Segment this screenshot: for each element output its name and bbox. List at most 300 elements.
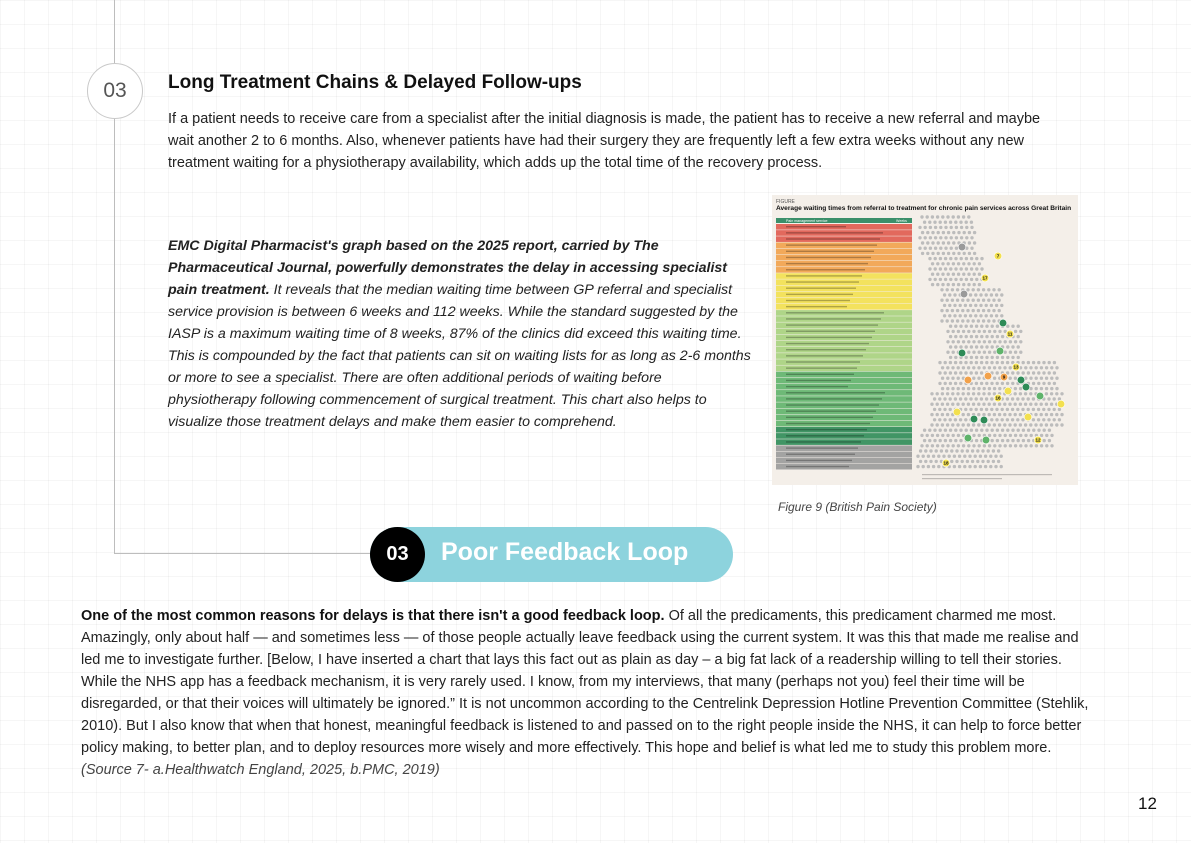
map-dot	[977, 377, 980, 380]
map-marker	[996, 347, 1004, 355]
map-dot	[967, 423, 970, 426]
map-dot	[981, 449, 984, 452]
map-marker	[1036, 392, 1044, 400]
map-dot	[967, 351, 970, 354]
map-dot	[952, 434, 955, 437]
table-row-text-line	[786, 263, 868, 264]
map-dot	[1017, 356, 1020, 359]
map-dot	[1021, 408, 1024, 411]
map-dot	[1040, 403, 1043, 406]
map-marker-label: 13	[1013, 364, 1019, 370]
map-dot	[936, 215, 939, 218]
map-dot	[949, 257, 952, 260]
map-dot	[1011, 345, 1014, 348]
map-dot	[965, 278, 968, 281]
map-dot	[957, 283, 960, 286]
map-dot	[961, 299, 964, 302]
map-dot	[993, 423, 996, 426]
map-dot	[979, 304, 982, 307]
map-dot	[916, 465, 919, 468]
map-dot	[949, 325, 952, 328]
map-dot	[975, 429, 978, 432]
map-dot	[964, 304, 967, 307]
map-dot	[982, 403, 985, 406]
map-dot	[988, 413, 991, 416]
table-header-service: Pain management service	[786, 219, 828, 223]
map-dot	[972, 366, 975, 369]
map-dot	[941, 387, 944, 390]
map-dot	[946, 319, 949, 322]
map-dot	[966, 309, 969, 312]
map-dot	[938, 382, 941, 385]
gb-map-dot-grid	[916, 215, 1063, 468]
map-dot	[998, 403, 1001, 406]
map-dot	[969, 397, 972, 400]
map-dot	[990, 314, 993, 317]
map-dot	[1014, 392, 1017, 395]
map-dot	[967, 283, 970, 286]
map-dot	[1021, 397, 1024, 400]
map-dot	[1037, 418, 1040, 421]
map-dot	[977, 403, 980, 406]
map-dot	[1016, 397, 1019, 400]
map-dot	[932, 455, 935, 458]
map-dot	[1043, 439, 1046, 442]
map-dot	[967, 330, 970, 333]
map-dot	[955, 236, 958, 239]
map-dot	[952, 215, 955, 218]
map-dot	[951, 366, 954, 369]
map-dot	[952, 262, 955, 265]
map-dot	[972, 403, 975, 406]
map-dot	[973, 273, 976, 276]
map-dot	[1014, 423, 1017, 426]
map-dot	[1011, 382, 1014, 385]
map-dot	[978, 262, 981, 265]
map-dot	[967, 366, 970, 369]
map-dot	[1035, 366, 1038, 369]
map-dot	[941, 392, 944, 395]
map-dot	[929, 449, 932, 452]
map-dot	[919, 460, 922, 463]
map-dot	[980, 335, 983, 338]
map-dot	[1042, 371, 1045, 374]
map-dot	[949, 408, 952, 411]
map-dot	[975, 345, 978, 348]
map-dot	[972, 392, 975, 395]
map-dot	[1055, 423, 1058, 426]
map-dot	[961, 460, 964, 463]
figure-title: Average waiting times from referral to treatment for chronic pain services across Great Britain	[776, 205, 1072, 212]
table-row-text-line	[786, 454, 855, 455]
map-dot	[998, 288, 1001, 291]
map-dot	[1037, 361, 1040, 364]
map-dot	[1055, 366, 1058, 369]
map-dot	[1014, 403, 1017, 406]
map-dot	[957, 444, 960, 447]
map-dot	[921, 241, 924, 244]
map-dot	[921, 252, 924, 255]
map-dot	[956, 423, 959, 426]
map-dot	[959, 345, 962, 348]
map-dot	[944, 236, 947, 239]
map-dot	[1042, 382, 1045, 385]
map-dot	[996, 361, 999, 364]
map-dot	[1034, 413, 1037, 416]
map-dot	[1035, 387, 1038, 390]
page-number: 12	[1138, 794, 1157, 813]
map-dot	[1014, 387, 1017, 390]
map-dot	[954, 325, 957, 328]
map-dot	[983, 330, 986, 333]
map-dot	[998, 309, 1001, 312]
map-dot	[980, 382, 983, 385]
map-dot	[941, 377, 944, 380]
map-dot	[933, 408, 936, 411]
map-dot	[1027, 361, 1030, 364]
map-dot	[962, 403, 965, 406]
map-dot	[972, 299, 975, 302]
map-dot	[1001, 418, 1004, 421]
map-dot	[949, 267, 952, 270]
map-dot	[970, 221, 973, 224]
map-dot	[979, 314, 982, 317]
map-dot	[977, 309, 980, 312]
map-dot	[1024, 366, 1027, 369]
table-row-text-line	[786, 269, 865, 270]
map-dot	[978, 351, 981, 354]
map-dot	[946, 309, 949, 312]
map-dot	[962, 366, 965, 369]
map-dot	[954, 221, 957, 224]
map-dot	[1032, 361, 1035, 364]
map-dot	[929, 236, 932, 239]
map-dot	[970, 267, 973, 270]
map-dot	[932, 465, 935, 468]
map-dot	[942, 231, 945, 234]
map-dot	[956, 392, 959, 395]
map-dot	[975, 335, 978, 338]
map-dot	[1035, 444, 1038, 447]
map-dot	[990, 408, 993, 411]
table-row-text-line	[786, 411, 876, 412]
map-dot	[984, 455, 987, 458]
map-dot	[972, 340, 975, 343]
table-row-text-line	[786, 361, 860, 362]
map-dot	[1027, 429, 1030, 432]
map-dot	[975, 267, 978, 270]
map-dot	[1011, 429, 1014, 432]
map-dot	[985, 382, 988, 385]
map-dot	[954, 439, 957, 442]
map-dot	[948, 455, 951, 458]
table-row-text-line	[786, 281, 859, 282]
map-dot	[972, 288, 975, 291]
map-dot	[949, 382, 952, 385]
map-dot	[1019, 413, 1022, 416]
map-dot	[1050, 392, 1053, 395]
map-dot	[1001, 361, 1004, 364]
map-dot	[929, 226, 932, 229]
map-dot	[1060, 413, 1063, 416]
map-dot	[998, 434, 1001, 437]
map-dot	[1006, 439, 1009, 442]
map-dot	[1019, 387, 1022, 390]
map-dot	[954, 267, 957, 270]
map-dot	[975, 439, 978, 442]
map-dot	[941, 413, 944, 416]
map-dot	[991, 335, 994, 338]
map-dot	[1008, 423, 1011, 426]
map-dot	[946, 351, 949, 354]
map-dot	[1029, 366, 1032, 369]
map-dot	[933, 418, 936, 421]
map-dot	[987, 319, 990, 322]
map-dot	[962, 273, 965, 276]
map-dot	[1011, 439, 1014, 442]
table-row-text-line	[786, 288, 856, 289]
map-dot	[950, 460, 953, 463]
map-dot	[972, 387, 975, 390]
map-marker	[1022, 383, 1030, 391]
map-dot	[988, 387, 991, 390]
map-dot	[931, 241, 934, 244]
map-dot	[938, 361, 941, 364]
map-dot	[973, 231, 976, 234]
map-dot	[926, 444, 929, 447]
map-dot	[976, 449, 979, 452]
map-dot	[1022, 439, 1025, 442]
map-dot	[998, 340, 1001, 343]
table-row-text-line	[786, 392, 885, 393]
map-dot	[977, 413, 980, 416]
map-dot	[963, 455, 966, 458]
map-dot	[952, 340, 955, 343]
waiting-times-table	[776, 218, 912, 470]
map-dot	[995, 293, 998, 296]
map-dot	[1003, 423, 1006, 426]
map-dot	[1014, 413, 1017, 416]
map-dot	[1045, 392, 1048, 395]
table-row-text-line	[786, 251, 874, 252]
map-dot	[953, 293, 956, 296]
map-dot	[929, 460, 932, 463]
map-dot	[1032, 429, 1035, 432]
map-dot	[1058, 408, 1061, 411]
map-dot	[941, 215, 944, 218]
map-dot	[993, 387, 996, 390]
map-dot	[975, 356, 978, 359]
map-dot	[926, 215, 929, 218]
map-dot	[1024, 403, 1027, 406]
map-dot	[985, 356, 988, 359]
map-dot	[1004, 340, 1007, 343]
map-dot	[1017, 345, 1020, 348]
map-dot	[1000, 293, 1003, 296]
map-dot	[959, 325, 962, 328]
map-dot	[934, 257, 937, 260]
table-row-text-line	[786, 423, 870, 424]
map-dot	[954, 397, 957, 400]
map-marker	[953, 408, 961, 416]
map-dot	[1047, 408, 1050, 411]
map-dot	[969, 293, 972, 296]
map-dot	[1022, 429, 1025, 432]
map-dot	[924, 236, 927, 239]
map-dot	[938, 408, 941, 411]
map-dot	[967, 262, 970, 265]
map-dot	[1032, 382, 1035, 385]
map-dot	[997, 449, 1000, 452]
map-dot	[1047, 418, 1050, 421]
map-dot	[1019, 423, 1022, 426]
map-dot	[994, 455, 997, 458]
map-marker	[958, 349, 966, 357]
map-dot	[973, 252, 976, 255]
map-dot	[964, 397, 967, 400]
map-dot	[928, 429, 931, 432]
map-dot	[927, 465, 930, 468]
map-dot	[1053, 418, 1056, 421]
map-dot	[966, 449, 969, 452]
map-dot	[1006, 356, 1009, 359]
map-dot	[1037, 429, 1040, 432]
map-dot	[1045, 434, 1048, 437]
map-dot	[977, 366, 980, 369]
map-dot	[974, 314, 977, 317]
map-dot	[931, 262, 934, 265]
map-dot	[1001, 429, 1004, 432]
map-dot	[955, 247, 958, 250]
section-banner-title: Poor Feedback Loop	[441, 538, 689, 566]
map-dot	[1019, 444, 1022, 447]
map-dot	[1053, 371, 1056, 374]
table-row-text-line	[786, 294, 853, 295]
map-dot	[987, 309, 990, 312]
map-dot	[1014, 330, 1017, 333]
map-dot	[970, 226, 973, 229]
map-dot	[987, 299, 990, 302]
map-dot	[972, 377, 975, 380]
map-marker-label: 17	[982, 275, 988, 281]
map-dot	[965, 226, 968, 229]
map-dot	[1037, 382, 1040, 385]
map-dot	[944, 382, 947, 385]
table-row-text-line	[786, 349, 866, 350]
map-dot	[1047, 397, 1050, 400]
map-marker-label: 7	[996, 253, 1000, 259]
map-dot	[946, 340, 949, 343]
table-row-text-line	[786, 312, 884, 313]
map-dot	[959, 361, 962, 364]
map-dot	[977, 423, 980, 426]
map-dot	[1006, 429, 1009, 432]
map-dot	[957, 434, 960, 437]
map-dot	[1032, 408, 1035, 411]
map-dot	[987, 449, 990, 452]
map-dot	[975, 408, 978, 411]
map-dot	[1048, 439, 1051, 442]
map-dot	[978, 330, 981, 333]
map-dot	[985, 397, 988, 400]
map-dot	[985, 335, 988, 338]
map-dot	[971, 449, 974, 452]
map-dot	[1006, 397, 1009, 400]
table-row-text-line	[786, 324, 878, 325]
map-dot	[938, 418, 941, 421]
map-dot	[936, 262, 939, 265]
map-dot	[974, 293, 977, 296]
map-marker	[999, 319, 1007, 327]
map-dot	[955, 449, 958, 452]
map-dot	[920, 434, 923, 437]
map-dot	[944, 429, 947, 432]
map-dot	[937, 455, 940, 458]
map-marker	[960, 290, 968, 298]
map-dot	[1009, 366, 1012, 369]
table-row-text-line	[786, 386, 848, 387]
map-dot	[1048, 429, 1051, 432]
map-dot	[936, 423, 939, 426]
map-dot	[1024, 423, 1027, 426]
map-dot	[1032, 418, 1035, 421]
map-dot	[943, 304, 946, 307]
map-dot	[1001, 382, 1004, 385]
map-dot	[1050, 413, 1053, 416]
map-dot	[965, 335, 968, 338]
map-dot	[954, 335, 957, 338]
map-dot	[1024, 392, 1027, 395]
map-dot	[952, 351, 955, 354]
map-dot	[1045, 444, 1048, 447]
map-dot	[943, 397, 946, 400]
map-dot	[970, 356, 973, 359]
map-dot	[953, 304, 956, 307]
map-dot	[998, 444, 1001, 447]
map-dot	[992, 449, 995, 452]
map-dot	[980, 371, 983, 374]
map-dot	[1017, 335, 1020, 338]
map-dot	[977, 288, 980, 291]
table-row-text-line	[786, 441, 861, 442]
table-row-text-line	[786, 380, 851, 381]
map-dot	[950, 236, 953, 239]
map-dot	[922, 455, 925, 458]
map-dot	[927, 455, 930, 458]
map-dot	[940, 319, 943, 322]
map-dot	[988, 330, 991, 333]
table-row-text-line	[786, 435, 864, 436]
table-row-text-line	[786, 355, 863, 356]
map-dot	[924, 226, 927, 229]
map-dot	[967, 444, 970, 447]
map-dot	[1000, 465, 1003, 468]
map-dot	[926, 241, 929, 244]
table-row-text-line	[786, 374, 854, 375]
map-dot	[989, 455, 992, 458]
map-dot	[965, 257, 968, 260]
map-dot	[1022, 361, 1025, 364]
map-dot	[959, 314, 962, 317]
map-dot	[1040, 413, 1043, 416]
map-dot	[978, 434, 981, 437]
map-dot	[958, 455, 961, 458]
map-dot	[956, 319, 959, 322]
map-dot	[965, 325, 968, 328]
map-dot	[993, 330, 996, 333]
map-marker	[964, 376, 972, 384]
map-dot	[951, 423, 954, 426]
